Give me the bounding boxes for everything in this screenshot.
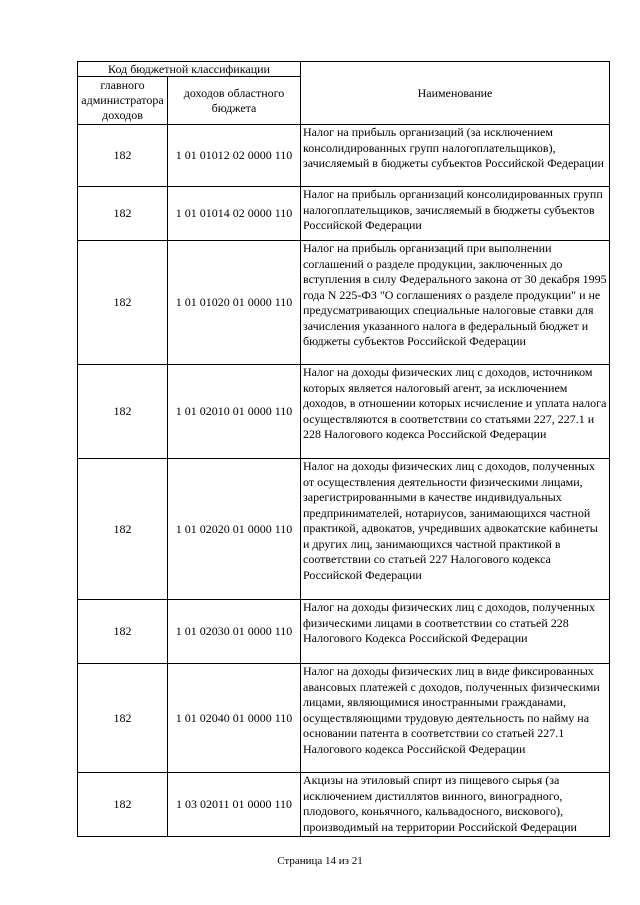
table-row [78,773,610,837]
row-admin-code: 182 [78,365,168,459]
table-row [78,365,610,459]
header-main-administrator: главного администратора доходов [78,77,168,125]
row-name: Налог на доходы физических лиц с доходов, полученных от осуществления деятельности физическими лицами, зарегистрированными в качестве индивидуальных предпринимателей, нотариусов, занимающихся частной практикой, адвокатов, учредивших адвокатские кабинеты и других лиц, занимающихся частной практикой в соответствии со статьей 227 Налогового кодекса Российской Федерации [301,459,610,600]
budget-classification-table [77,61,610,837]
row-name: Налог на прибыль организаций консолидированных групп налогоплательщиков, зачисляемый в бюджеты субъектов Российской Федерации [301,187,610,241]
header-regional-budget-revenue: доходов областного бюджета [168,77,301,125]
table-row [78,459,610,600]
row-budget-code: 1 01 02020 01 0000 110 [168,459,301,600]
row-admin-code: 182 [78,459,168,600]
row-name: Налог на доходы физических лиц с доходов, источником которых является налоговый агент, за исключением доходов, в отношении которых исчисление и уплата налога осуществляются в соответствии со статьями 227, 227.1 и 228 Налогового кодекса Российской Федерации [301,365,610,459]
header-name: Наименование [301,62,610,125]
row-budget-code: 1 01 01014 02 0000 110 [168,187,301,241]
row-admin-code: 182 [78,664,168,773]
row-admin-code: 182 [78,773,168,837]
table-header-row-1 [78,62,610,77]
table-row [78,187,610,241]
row-budget-code: 1 01 02040 01 0000 110 [168,664,301,773]
row-budget-code: 1 03 02011 01 0000 110 [168,773,301,837]
row-budget-code: 1 01 02010 01 0000 110 [168,365,301,459]
row-name: Акцизы на этиловый спирт из пищевого сырья (за исключением дистиллятов винного, виноградного, плодового, коньячного, кальвадосного, вискового), производимый на территории Российской Федерации [301,773,610,837]
row-name: Налог на доходы физических лиц в виде фиксированных авансовых платежей с доходов, полученных физическими лицами, являющимися иностранными гражданами, осуществляющими трудовую деятельность по найму на основании патента в соответствии со статьей 227.1 Налогового кодекса Российской Федерации [301,664,610,773]
row-admin-code: 182 [78,600,168,664]
row-admin-code: 182 [78,241,168,365]
table-row [78,125,610,187]
table-row [78,600,610,664]
header-budget-classification-code: Код бюджетной классификации [78,62,301,77]
row-name: Налог на прибыль организаций при выполнении соглашений о разделе продукции, заключенных до вступления в силу Федерального закона от 30 декабря 1995 года N 225-ФЗ "О соглашениях о разделе продукции" и не предусматривающих специальные налоговые ставки для зачисления указанного налога в федеральный бюджет и бюджеты субъектов Российской Федерации [301,241,610,365]
row-budget-code: 1 01 01020 01 0000 110 [168,241,301,365]
row-admin-code: 182 [78,187,168,241]
row-admin-code: 182 [78,125,168,187]
row-budget-code: 1 01 01012 02 0000 110 [168,125,301,187]
page-number-footer: Страница 14 из 21 [277,855,363,867]
table-row [78,664,610,773]
table-row [78,241,610,365]
row-budget-code: 1 01 02030 01 0000 110 [168,600,301,664]
row-name: Налог на доходы физических лиц с доходов, полученных физическими лицами в соответствии со статьей 228 Налогового Кодекса Российской Федерации [301,600,610,664]
row-name: Налог на прибыль организаций (за исключением консолидированных групп налогоплательщиков), зачисляемый в бюджеты субъектов Российской Федерации [301,125,610,187]
